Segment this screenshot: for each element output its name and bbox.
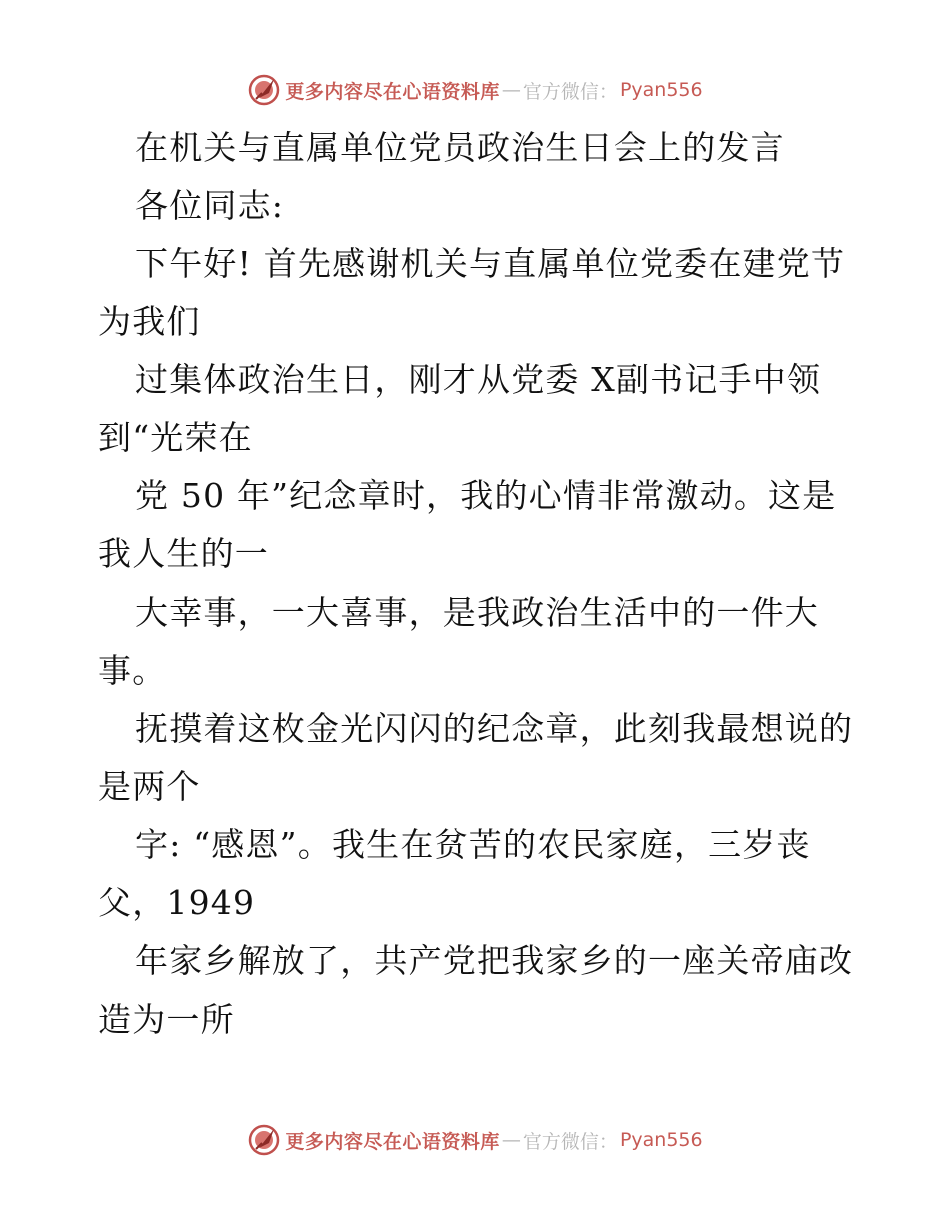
quill-logo-icon xyxy=(247,1123,281,1157)
wechat-label: 官方微信： xyxy=(522,80,618,103)
document-title: 在机关与直属单位党员政治生日会上的发言 xyxy=(135,128,785,167)
text-line: 我人生的一 xyxy=(98,534,269,573)
quill-logo-icon xyxy=(247,73,281,107)
text-line: 大幸事，一大喜事，是我政治生活中的一件大 xyxy=(135,593,819,632)
text-line: 字: “感恩”。我生在贫苦的农民家庭，三岁丧 xyxy=(135,825,811,864)
wechat-id: Pyan556 xyxy=(619,1129,703,1151)
text-line: 造为一所 xyxy=(98,1000,235,1039)
text-line: 事。 xyxy=(98,651,167,690)
text-line: 到“光荣在 xyxy=(98,418,253,457)
promo-text: 更多内容尽在心语资料库 xyxy=(285,1130,500,1153)
text-line: 年家乡解放了，共产党把我家乡的一座关帝庙改 xyxy=(135,941,854,980)
text-line: 抚摸着这枚金光闪闪的纪念章，此刻我最想说的 xyxy=(135,709,854,748)
promo-text: 更多内容尽在心语资料库 xyxy=(285,80,500,103)
text-line: 下午好! 首先感谢机关与直属单位党委在建党节 xyxy=(135,244,846,283)
text-line: 为我们 xyxy=(98,302,201,341)
separator-dash: — xyxy=(501,1129,521,1151)
text-line: 各位同志: xyxy=(135,186,285,225)
text-line: 党 50 年”纪念章时，我的心情非常激动。这是 xyxy=(135,476,837,515)
wechat-id: Pyan556 xyxy=(619,79,703,101)
text-line: 是两个 xyxy=(98,767,201,806)
wechat-label: 官方微信： xyxy=(522,1130,618,1153)
text-line: 过集体政治生日，刚才从党委 X副书记手中领 xyxy=(135,360,822,399)
footer-banner xyxy=(0,1120,950,1160)
separator-dash: — xyxy=(501,79,521,101)
text-line: 父，1949 xyxy=(98,883,256,922)
header-banner xyxy=(0,70,950,110)
